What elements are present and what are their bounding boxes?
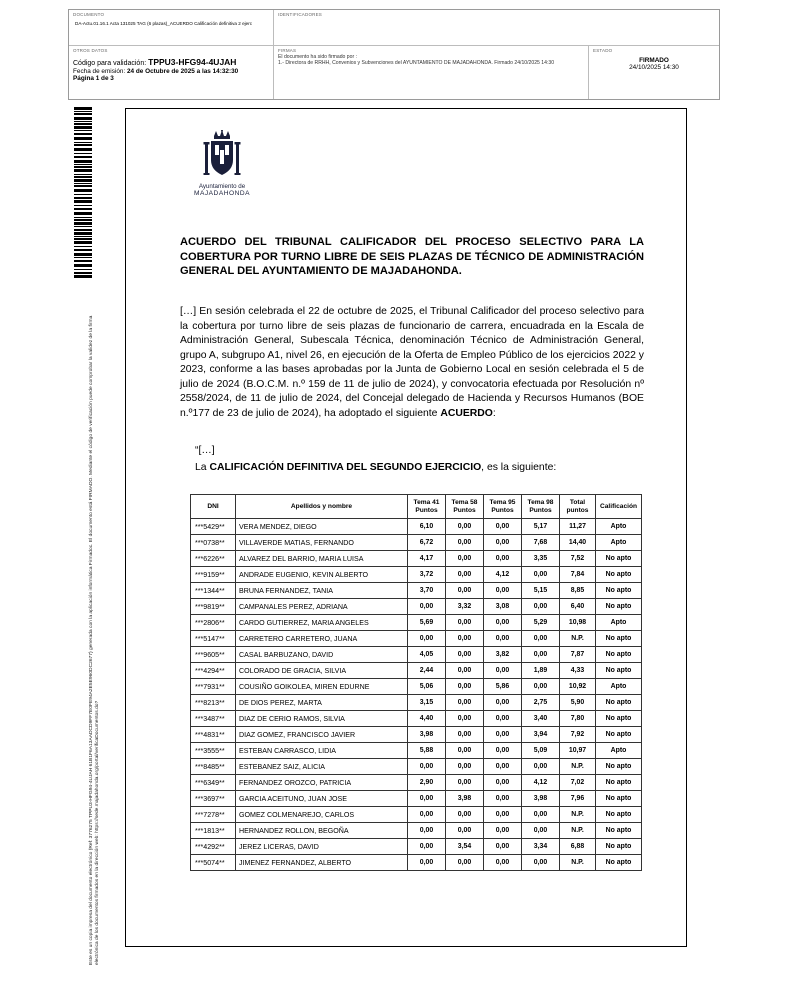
cell-dni: ***8485** (191, 759, 236, 775)
emission-date-value: 24 de Octubre de 2025 a las 14:32:30 (127, 68, 239, 75)
cell-t41: 0,00 (408, 855, 446, 871)
cell-total: 8,85 (560, 583, 596, 599)
table-row (191, 615, 642, 631)
cell-total: N.P. (560, 631, 596, 647)
lead-post: , es la siguiente: (481, 462, 557, 473)
cell-name: HERNANDEZ ROLLON, BEGOÑA (236, 823, 408, 839)
cell-name: VERA MENDEZ, DIEGO (236, 519, 408, 535)
cell-t58: 0,00 (446, 679, 484, 695)
cell-t58: 3,54 (446, 839, 484, 855)
document-title: ACUERDO DEL TRIBUNAL CALIFICADOR DEL PROCESO SELECTIVO PARA LA COBERTURA POR TURNO LIBRE DE SEIS PLAZAS DE TÉCNICO DE ADMINISTRACIÓN GENERAL DEL AYUNTAMIENTO DE MAJADAHONDA. (180, 236, 644, 277)
barcode (74, 107, 92, 279)
cell-t58: 0,00 (446, 647, 484, 663)
signed-by-intro: El documento ha sido firmado por : (278, 54, 357, 60)
cell-grade: No apto (596, 791, 642, 807)
cell-t41: 2,90 (408, 775, 446, 791)
cell-t95: 0,00 (484, 615, 522, 631)
cell-t95: 0,00 (484, 727, 522, 743)
cell-t95: 3,82 (484, 647, 522, 663)
cell-t58: 0,00 (446, 759, 484, 775)
cell-t58: 0,00 (446, 663, 484, 679)
cell-t41: 6,72 (408, 535, 446, 551)
cell-total: 7,96 (560, 791, 596, 807)
cell-dni: ***3555** (191, 743, 236, 759)
col-header-name: Apellidos y nombre (236, 495, 408, 519)
validation-code-value: TPPU3-HFG94-4UJAH (148, 57, 237, 67)
cell-t95: 0,00 (484, 583, 522, 599)
cell-name: VILLAVERDE MATIAS, FERNANDO (236, 535, 408, 551)
cell-t98: 5,15 (522, 583, 560, 599)
table-row (191, 583, 642, 599)
cell-t41: 0,00 (408, 823, 446, 839)
col-header-grade: Calificación (596, 495, 642, 519)
cell-total: 10,97 (560, 743, 596, 759)
identifiers-cell (274, 10, 719, 46)
cell-dni: ***5429** (191, 519, 236, 535)
signer-details: 1.- Directora de RRHH, Convenios y Subvenciones del AYUNTAMIENTO DE MAJADAHONDA. Firmado 24/10/2025 14:30 (278, 60, 555, 67)
cell-t41: 5,69 (408, 615, 446, 631)
cell-t41: 0,00 (408, 759, 446, 775)
table-row (191, 679, 642, 695)
cell-grade: Apto (596, 615, 642, 631)
cell-name: FERNANDEZ OROZCO, PATRICIA (236, 775, 408, 791)
verification-side-text: Este es un copia impresa del documento electrónico (Ref: 3776275 TPPU3-HFG94-4UJAH 61B1F6A13AADCD9FF7E0FE94A2E5E960DC2677) generada con la aplicación informática Firmadoc. El documento está FIRMADO. Mediante el código de verificación puede comprobar la validez de la firma electrónica de los documentos firmados en la dirección web: https://sede.majadahonda.org/portal/verificaDocumentos.do? (89, 315, 101, 965)
cell-total: 6,40 (560, 599, 596, 615)
cell-grade: Apto (596, 535, 642, 551)
cell-grade: No apto (596, 759, 642, 775)
cell-t58: 0,00 (446, 855, 484, 871)
col-header-t98: Tema 98 Puntos (522, 495, 560, 519)
cell-t95: 0,00 (484, 663, 522, 679)
document-reference: DA-Actu.01.16.1 Acta 131025 TAG (6 plazas)_ACUERDO Calificación definitiva 2 ejerc (75, 21, 253, 26)
cell-t41: 0,00 (408, 791, 446, 807)
col-header-t58: Tema 58 Puntos (446, 495, 484, 519)
results-table (190, 494, 642, 871)
cell-t58: 0,00 (446, 631, 484, 647)
cell-name: CASAL BARBUZANO, DAVID (236, 647, 408, 663)
body-end: : (492, 407, 496, 419)
status-value: FIRMADO (639, 57, 669, 64)
cell-grade: No apto (596, 839, 642, 855)
cell-grade: No apto (596, 727, 642, 743)
cell-dni: ***5074** (191, 855, 236, 871)
document-cell (69, 10, 274, 46)
cell-t95: 0,00 (484, 759, 522, 775)
cell-total: 14,40 (560, 535, 596, 551)
col-header-t95: Tema 95 Puntos (484, 495, 522, 519)
cell-dni: ***6349** (191, 775, 236, 791)
emission-date-label: Fecha de emisión: (73, 68, 126, 75)
cell-t41: 3,70 (408, 583, 446, 599)
cell-grade: Apto (596, 679, 642, 695)
cell-t58: 0,00 (446, 775, 484, 791)
cell-t98: 3,98 (522, 791, 560, 807)
cell-t95: 0,00 (484, 807, 522, 823)
table-row (191, 743, 642, 759)
cell-dni: ***1344** (191, 583, 236, 599)
body-text: […] En sesión celebrada el 22 de octubre de 2025, el Tribunal Calificador del proceso selectivo para la cobertura por turno libre de seis plazas de funcionario de carrera, encuadrada en la Escala de Administración General, Subescala Técnica, denominación Técnico de Administración General, grupo A, subgrupo A1, nivel 26, en ejecución de la Oferta de Empleo Público de los ejercicios 2022 y 2023, conforme a las bases aprobadas por la Junta de Gobierno Local en sesión celebrada el 5 de julio de 2024 (B.O.C.M. n.º 159 de 11 de julio de 2024), y convocatoria efectuada por Resolución nº 2558/2024, de 11 de julio de 2024, del Concejal delegado de Hacienda y Recursos Humanos (BOE n.º177 de 23 de julio de 2024), ha adoptado el siguiente (180, 306, 644, 419)
cell-name: ESTEBANEZ SAIZ, ALICIA (236, 759, 408, 775)
emission-date (73, 68, 269, 75)
cell-t98: 1,89 (522, 663, 560, 679)
cell-grade: No apto (596, 663, 642, 679)
cell-t95: 4,12 (484, 567, 522, 583)
logo-text-line1: Ayuntamiento de (198, 183, 246, 190)
cell-t41: 6,10 (408, 519, 446, 535)
cell-grade: No apto (596, 775, 642, 791)
cell-grade: No apto (596, 567, 642, 583)
table-row (191, 631, 642, 647)
cell-t58: 0,00 (446, 711, 484, 727)
cell-dni: ***1813** (191, 823, 236, 839)
table-row (191, 775, 642, 791)
table-row (191, 599, 642, 615)
col-header-total: Total puntos (560, 495, 596, 519)
cell-name: CARDO GUTIERREZ, MARIA ANGELES (236, 615, 408, 631)
cell-t95: 0,00 (484, 519, 522, 535)
cell-name: JEREZ LICERAS, DAVID (236, 839, 408, 855)
cell-t41: 3,72 (408, 567, 446, 583)
cell-total: 7,80 (560, 711, 596, 727)
cell-t98: 0,00 (522, 679, 560, 695)
cell-name: COLORADO DE GRACIA, SILVIA (236, 663, 408, 679)
documento-caption: DOCUMENTO (73, 12, 105, 17)
cell-dni: ***5147** (191, 631, 236, 647)
cell-t98: 3,34 (522, 839, 560, 855)
cell-t95: 0,00 (484, 535, 522, 551)
cell-name: GARCIA ACEITUNO, JUAN JOSE (236, 791, 408, 807)
cell-t95: 0,00 (484, 823, 522, 839)
cell-t98: 4,12 (522, 775, 560, 791)
cell-t95: 0,00 (484, 743, 522, 759)
cell-dni: ***7931** (191, 679, 236, 695)
cell-t98: 0,00 (522, 855, 560, 871)
cell-grade: No apto (596, 855, 642, 871)
other-data-cell (69, 46, 274, 99)
cell-total: 11,27 (560, 519, 596, 535)
cell-t98: 3,40 (522, 711, 560, 727)
cell-grade: No apto (596, 647, 642, 663)
cell-t58: 3,98 (446, 791, 484, 807)
cell-grade: Apto (596, 519, 642, 535)
cell-t41: 0,00 (408, 807, 446, 823)
cell-dni: ***2806** (191, 615, 236, 631)
logo-text-line2: MAJADAHONDA (193, 190, 251, 197)
cell-name: ALVAREZ DEL BARRIO, MARIA LUISA (236, 551, 408, 567)
cell-total: N.P. (560, 759, 596, 775)
cell-total: 10,92 (560, 679, 596, 695)
cell-t58: 0,00 (446, 519, 484, 535)
table-row (191, 551, 642, 567)
cell-t98: 0,00 (522, 599, 560, 615)
body-paragraph (180, 305, 644, 421)
cell-t58: 0,00 (446, 567, 484, 583)
cell-total: N.P. (560, 807, 596, 823)
cell-grade: No apto (596, 711, 642, 727)
cell-name: DIAZ GOMEZ, FRANCISCO JAVIER (236, 727, 408, 743)
cell-total: N.P. (560, 823, 596, 839)
cell-grade: No apto (596, 695, 642, 711)
identificadores-caption: IDENTIFICADORES (278, 12, 323, 17)
table-header-row (191, 495, 642, 519)
cell-dni: ***4831** (191, 727, 236, 743)
cell-dni: ***0738** (191, 535, 236, 551)
cell-total: 4,33 (560, 663, 596, 679)
cell-name: CAMPANALES PEREZ, ADRIANA (236, 599, 408, 615)
cell-dni: ***9605** (191, 647, 236, 663)
table-row (191, 727, 642, 743)
cell-dni: ***3487** (191, 711, 236, 727)
col-header-t41: Tema 41 Puntos (408, 495, 446, 519)
cell-t98: 0,00 (522, 631, 560, 647)
table-row (191, 823, 642, 839)
col-header-dni: DNI (191, 495, 236, 519)
cell-t95: 0,00 (484, 695, 522, 711)
cell-t98: 0,00 (522, 823, 560, 839)
cell-grade: No apto (596, 551, 642, 567)
cell-name: JIMENEZ FERNANDEZ, ALBERTO (236, 855, 408, 871)
table-lead-sentence (195, 462, 556, 473)
cell-t98: 0,00 (522, 567, 560, 583)
cell-grade: No apto (596, 583, 642, 599)
cell-t58: 0,00 (446, 823, 484, 839)
cell-t95: 0,00 (484, 631, 522, 647)
lead-pre: La (195, 462, 210, 473)
cell-total: 7,87 (560, 647, 596, 663)
cell-name: GOMEZ COLMENAREJO, CARLOS (236, 807, 408, 823)
table-row (191, 695, 642, 711)
cell-t41: 0,00 (408, 631, 446, 647)
signature-header (68, 9, 720, 100)
table-row (191, 855, 642, 871)
cell-grade: No apto (596, 823, 642, 839)
otros-caption: OTROS DATOS (73, 48, 108, 53)
status-cell (589, 46, 719, 99)
cell-t41: 4,40 (408, 711, 446, 727)
cell-t58: 0,00 (446, 695, 484, 711)
table-row (191, 711, 642, 727)
cell-dni: ***6226** (191, 551, 236, 567)
cell-grade: No apto (596, 807, 642, 823)
cell-name: ANDRADE EUGENIO, KEVIN ALBERTO (236, 567, 408, 583)
cell-t58: 0,00 (446, 727, 484, 743)
cell-total: 7,02 (560, 775, 596, 791)
cell-t95: 0,00 (484, 551, 522, 567)
cell-total: N.P. (560, 855, 596, 871)
cell-t58: 0,00 (446, 551, 484, 567)
cell-t95: 0,00 (484, 711, 522, 727)
cell-dni: ***4292** (191, 839, 236, 855)
cell-t95: 0,00 (484, 775, 522, 791)
body-bold-acuerdo: ACUERDO (440, 407, 493, 419)
cell-total: 5,90 (560, 695, 596, 711)
cell-name: BRUNA FERNANDEZ, TANIA (236, 583, 408, 599)
cell-dni: ***9159** (191, 567, 236, 583)
cell-t41: 3,15 (408, 695, 446, 711)
cell-t95: 0,00 (484, 791, 522, 807)
cell-total: 7,84 (560, 567, 596, 583)
cell-t98: 0,00 (522, 647, 560, 663)
cell-t41: 0,00 (408, 599, 446, 615)
cell-t98: 0,00 (522, 807, 560, 823)
table-row (191, 791, 642, 807)
cell-grade: No apto (596, 631, 642, 647)
cell-t95: 3,08 (484, 599, 522, 615)
page-count: Página 1 de 3 (73, 75, 114, 83)
cell-t41: 5,88 (408, 743, 446, 759)
table-row (191, 535, 642, 551)
firmas-caption: FIRMAS (278, 48, 297, 53)
cell-dni: ***7278** (191, 807, 236, 823)
cell-grade: No apto (596, 599, 642, 615)
table-row (191, 759, 642, 775)
cell-t58: 0,00 (446, 535, 484, 551)
cell-name: DE DIOS PEREZ, MARTA (236, 695, 408, 711)
cell-total: 7,92 (560, 727, 596, 743)
cell-t98: 3,94 (522, 727, 560, 743)
cell-total: 6,88 (560, 839, 596, 855)
cell-t41: 3,98 (408, 727, 446, 743)
cell-t58: 0,00 (446, 807, 484, 823)
cell-t41: 5,06 (408, 679, 446, 695)
cell-t58: 0,00 (446, 615, 484, 631)
cell-name: DIAZ DE CERIO RAMOS, SILVIA (236, 711, 408, 727)
cell-t58: 3,32 (446, 599, 484, 615)
cell-t98: 5,29 (522, 615, 560, 631)
table-row (191, 807, 642, 823)
signatures-cell (274, 46, 589, 99)
cell-total: 10,98 (560, 615, 596, 631)
cell-t98: 5,17 (522, 519, 560, 535)
status-date: 24/10/2025 14:30 (629, 64, 679, 71)
cell-t98: 0,00 (522, 759, 560, 775)
cell-t98: 2,75 (522, 695, 560, 711)
table-row (191, 567, 642, 583)
cell-t95: 0,00 (484, 839, 522, 855)
cell-t41: 2,44 (408, 663, 446, 679)
validation-code (73, 58, 269, 68)
cell-name: COUSIÑO GOIKOLEA, MIREN EDURNE (236, 679, 408, 695)
cell-total: 7,52 (560, 551, 596, 567)
cell-name: CARRETERO CARRETERO, JUANA (236, 631, 408, 647)
cell-t98: 7,68 (522, 535, 560, 551)
cell-dni: ***3697** (191, 791, 236, 807)
table-row (191, 519, 642, 535)
table-row (191, 663, 642, 679)
cell-t41: 0,00 (408, 839, 446, 855)
cell-t98: 5,09 (522, 743, 560, 759)
cell-name: ESTEBAN CARRASCO, LIDIA (236, 743, 408, 759)
lead-bold: CALIFICACIÓN DEFINITIVA DEL SEGUNDO EJERCICIO (209, 462, 482, 473)
quote-open: “[…] (195, 445, 215, 456)
cell-grade: Apto (596, 743, 642, 759)
table-row (191, 839, 642, 855)
table-row (191, 647, 642, 663)
cell-t58: 0,00 (446, 743, 484, 759)
cell-t41: 4,17 (408, 551, 446, 567)
cell-t95: 5,86 (484, 679, 522, 695)
cell-dni: ***9819** (191, 599, 236, 615)
cell-t58: 0,00 (446, 583, 484, 599)
cell-t41: 4,05 (408, 647, 446, 663)
estado-caption: ESTADO (593, 48, 613, 53)
cell-dni: ***8213** (191, 695, 236, 711)
cell-t98: 3,35 (522, 551, 560, 567)
cell-t95: 0,00 (484, 855, 522, 871)
validation-code-label: Código para validación: (73, 60, 147, 67)
cell-dni: ***4294** (191, 663, 236, 679)
